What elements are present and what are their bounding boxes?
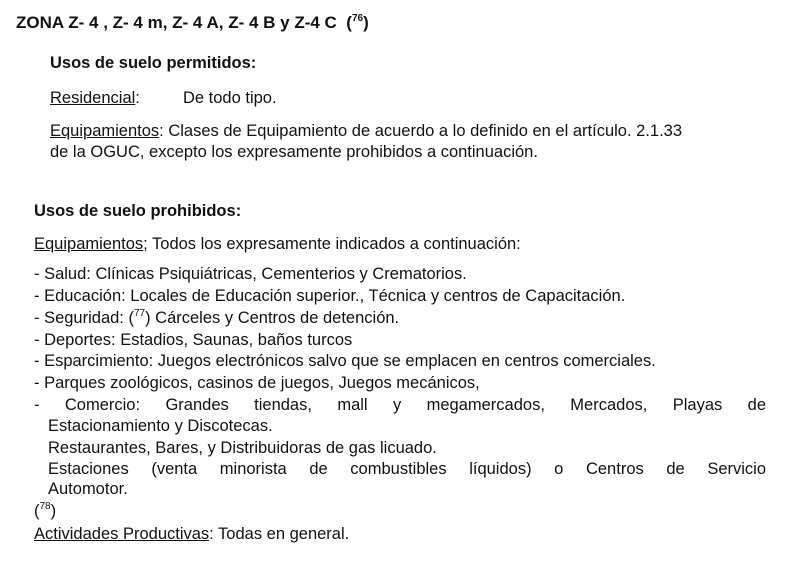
item-parques: - Parques zoológicos, casinos de juegos, Juegos mecánicos, bbox=[34, 374, 480, 392]
item-seguridad: - Seguridad: ($^{77}$) Cárceles y Centros de detención. bbox=[34, 308, 400, 327]
item-deportes: - Deportes: Estadios, Saunas, baños turcos bbox=[34, 331, 353, 349]
footnote-78: 78 bbox=[39, 501, 51, 512]
item-comercio-line5: Automotor. bbox=[48, 480, 128, 498]
row-residencial: Residencial: De todo tipo. bbox=[50, 89, 277, 107]
heading-permitted: Usos de suelo permitidos: bbox=[50, 54, 257, 72]
label-actividades-productivas: Actividades Productivas bbox=[34, 525, 210, 543]
row-equipamientos-prohibited: Equipamientos; Todos los expresamente indicados a continuación: bbox=[34, 235, 521, 253]
row-actividades-productivas: Actividades Productivas: Todas en general. bbox=[34, 525, 350, 543]
label-equipamientos-permitted: Equipamientos bbox=[50, 122, 160, 140]
footnote-77: 77 bbox=[133, 308, 146, 319]
footnote-76: 76 bbox=[351, 13, 364, 24]
row-equipamientos-permitted: Equipamientos: Clases de Equipamiento de acuerdo a lo definido en el artículo. 2.1.33 bbox=[50, 122, 682, 140]
label-equipamientos-prohibited: Equipamientos bbox=[34, 235, 144, 253]
value-residencial: De todo tipo. bbox=[183, 89, 277, 107]
item-salud: - Salud: Clínicas Psiquiátricas, Cementerios y Crematorios. bbox=[34, 265, 467, 283]
item-comercio-line2: Estacionamiento y Discotecas. bbox=[48, 417, 273, 435]
item-educacion: - Educación: Locales de Educación superior., Técnica y centros de Capacitación. bbox=[34, 287, 626, 305]
equipamientos-permitted-line2: de la OGUC, excepto los expresamente prohibidos a continuación. bbox=[50, 143, 538, 161]
item-comercio-line4: Estaciones (venta minorista de combustibles líquidos) o Centros de Servicio bbox=[48, 460, 766, 478]
zone-title: ZONA Z- 4 , Z- 4 m, Z- 4 A, Z- 4 B y Z-4 C ($^{76}$) bbox=[16, 13, 369, 32]
heading-prohibited: Usos de suelo prohibidos: bbox=[34, 202, 242, 220]
footnote-78-marker: ($^{78}$) bbox=[34, 501, 57, 520]
item-comercio-line3: Restaurantes, Bares, y Distribuidoras de gas licuado. bbox=[48, 439, 437, 457]
zone-title-text: ZONA Z- 4 , Z- 4 m, Z- 4 A, Z- 4 B y Z-4 C bbox=[16, 13, 337, 32]
label-residencial: Residencial bbox=[50, 89, 136, 107]
item-comercio-line1: - Comercio: Grandes tiendas, mall y megamercados, Mercados, Playas de bbox=[34, 396, 766, 414]
item-esparcimiento: - Esparcimiento: Juegos electrónicos salvo que se emplacen en centros comerciales. bbox=[34, 352, 656, 370]
